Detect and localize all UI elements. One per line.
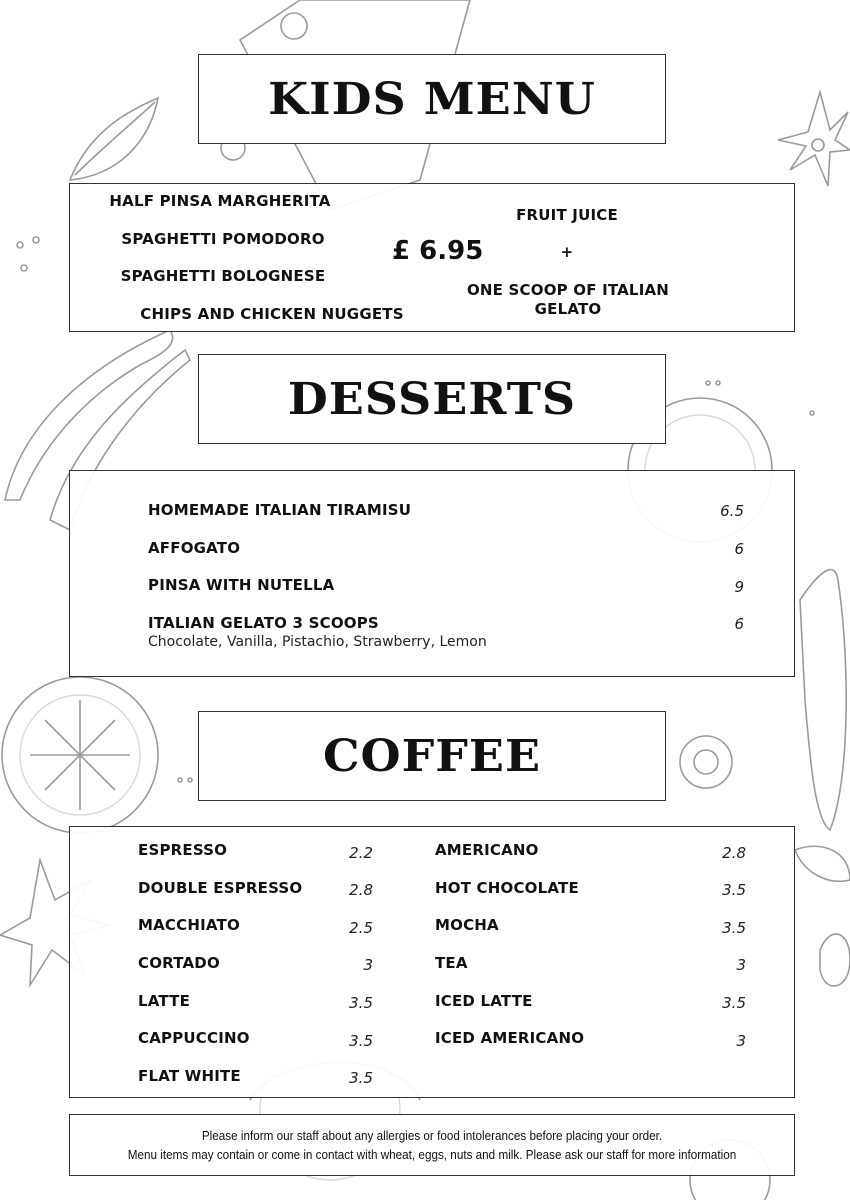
- coffee-price: 3.5: [349, 1032, 373, 1050]
- coffee-panel: [69, 826, 795, 1098]
- allergy-notice-panel: [69, 1114, 795, 1176]
- coffee-name: MOCHA: [435, 916, 499, 934]
- desserts-title: DESSERTS: [287, 373, 577, 425]
- coffee-name: LATTE: [138, 992, 191, 1010]
- coffee-price: 2.8: [349, 881, 373, 899]
- coffee-price: 2.8: [722, 844, 746, 862]
- allergy-notice-line-2: Menu items may contain or come in contact with wheat, eggs, nuts and milk. Please ask our staff for more information: [127, 1147, 737, 1162]
- kids-menu-price: £ 6.95: [392, 236, 484, 266]
- coffee-price: 3.5: [722, 994, 746, 1012]
- coffee-price: 2.5: [349, 919, 373, 937]
- coffee-price: 3: [736, 1032, 746, 1050]
- kids-item: SPAGHETTI POMODORO: [121, 230, 325, 248]
- coffee-title-box: [198, 711, 666, 801]
- dessert-price: 6.5: [720, 502, 744, 520]
- dessert-name: PINSA WITH NUTELLA: [148, 576, 335, 594]
- kids-menu-title-box: [198, 54, 666, 144]
- coffee-price: 3.5: [722, 919, 746, 937]
- dessert-name: AFFOGATO: [148, 539, 241, 557]
- desserts-panel: [69, 470, 795, 677]
- coffee-name: DOUBLE ESPRESSO: [138, 879, 303, 897]
- coffee-name: CAPPUCCINO: [138, 1029, 250, 1047]
- coffee-price: 3: [363, 956, 373, 974]
- coffee-name: CORTADO: [138, 954, 220, 972]
- kids-extra-drink: FRUIT JUICE: [516, 206, 618, 224]
- kids-extra-plus: +: [560, 243, 574, 261]
- dessert-name: ITALIAN GELATO 3 SCOOPS: [148, 614, 379, 632]
- kids-extra-gelato: ONE SCOOP OF ITALIAN GELATO: [466, 281, 670, 318]
- coffee-name: AMERICANO: [435, 841, 539, 859]
- coffee-price: 2.2: [349, 844, 373, 862]
- coffee-name: ESPRESSO: [138, 841, 228, 859]
- coffee-price: 3: [736, 956, 746, 974]
- coffee-name: MACCHIATO: [138, 916, 240, 934]
- kids-item: SPAGHETTI BOLOGNESE: [120, 267, 326, 285]
- coffee-name: HOT CHOCOLATE: [435, 879, 579, 897]
- allergy-notice-line-1: Please inform our staff about any allergies or food intolerances before placing your order.: [201, 1128, 663, 1143]
- coffee-name: FLAT WHITE: [138, 1067, 241, 1085]
- coffee-name: TEA: [435, 954, 468, 972]
- dessert-price: 9: [734, 578, 744, 596]
- dessert-price: 6: [734, 615, 744, 633]
- coffee-price: 3.5: [722, 881, 746, 899]
- dessert-name: HOMEMADE ITALIAN TIRAMISU: [148, 501, 412, 519]
- desserts-title-box: [198, 354, 666, 444]
- coffee-name: ICED LATTE: [435, 992, 533, 1010]
- kids-item: HALF PINSA MARGHERITA: [109, 192, 331, 210]
- dessert-flavours-note: Chocolate, Vanilla, Pistachio, Strawberry, Lemon: [148, 634, 487, 650]
- coffee-price: 3.5: [349, 1069, 373, 1087]
- kids-item: CHIPS AND CHICKEN NUGGETS: [140, 305, 404, 323]
- coffee-title: COFFEE: [322, 730, 542, 782]
- kids-menu-title: KIDS MENU: [268, 73, 596, 125]
- coffee-name: ICED AMERICANO: [435, 1029, 585, 1047]
- dessert-price: 6: [734, 540, 744, 558]
- coffee-price: 3.5: [349, 994, 373, 1012]
